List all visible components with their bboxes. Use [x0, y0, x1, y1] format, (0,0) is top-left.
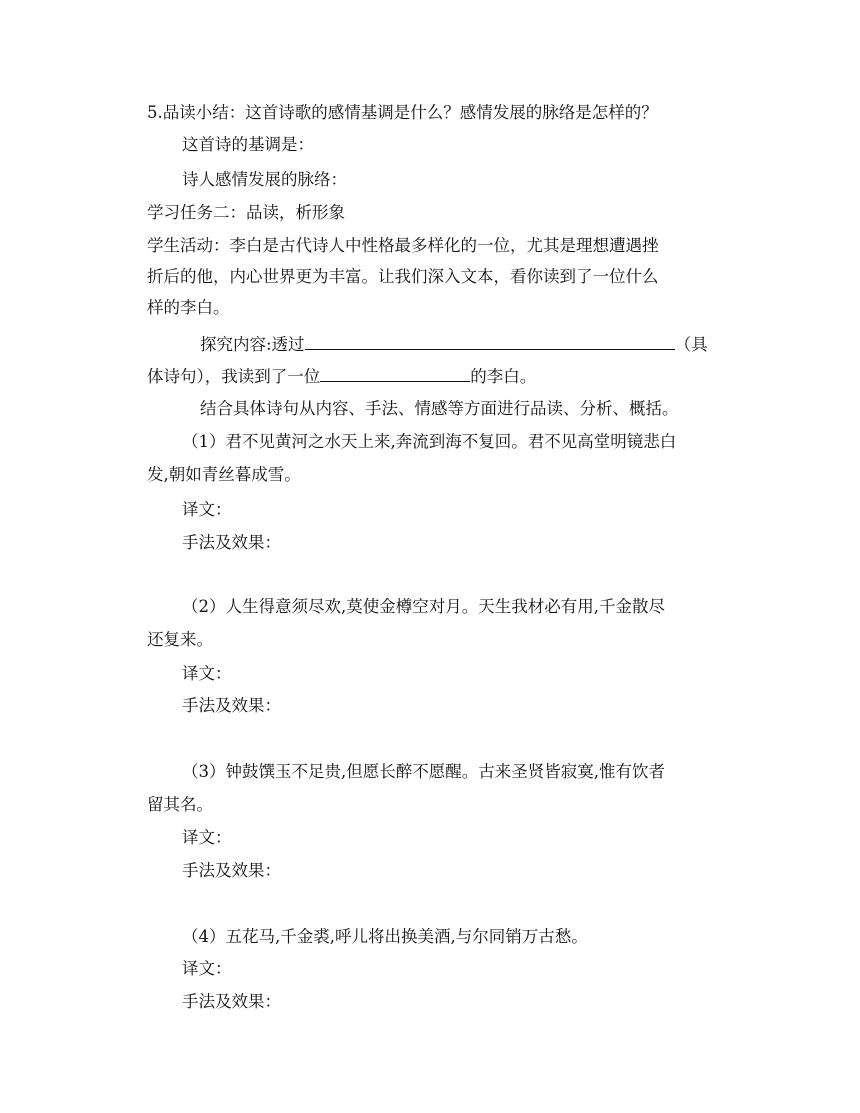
activity-line: 样的李白。	[147, 298, 230, 317]
task2-title: 学习任务二：品读，析形象	[147, 203, 345, 222]
verse-line: （1）君不见黄河之水天上来,奔流到海不复回。君不见高堂明镜悲白	[182, 432, 677, 451]
explore-suffix: （具	[674, 335, 708, 354]
verse-line: 还复来。	[147, 630, 213, 649]
explore-line-2	[147, 365, 536, 388]
explore-line-1	[200, 333, 708, 356]
verse-line: （3）钟鼓馔玉不足贵,但愿长醉不愿醒。古来圣贤皆寂寞,惟有饮者	[182, 762, 665, 781]
translation-label: 译文：	[182, 664, 232, 683]
technique-label: 手法及效果：	[182, 861, 281, 880]
verse-line: （4）五花马,千金裘,呼儿将出换美酒,与尔同销万古愁。	[182, 927, 588, 946]
activity-line: 折后的他，内心世界更为丰富。让我们深入文本，看你读到了一位什么	[147, 267, 659, 286]
technique-label: 手法及效果：	[182, 533, 281, 552]
explore-line2-suffix: 的李白。	[470, 367, 537, 386]
vein-prompt: 诗人感情发展的脉络：	[182, 170, 347, 189]
summary-heading: 5.品读小结：这首诗歌的感情基调是什么？感情发展的脉络是怎样的？	[147, 103, 658, 122]
translation-label: 译文：	[182, 500, 232, 519]
verse-line: 发,朝如青丝暮成雪。	[147, 465, 301, 484]
translation-label: 译文：	[182, 959, 232, 978]
technique-label: 手法及效果：	[182, 992, 281, 1011]
verse-line: 留其名。	[147, 795, 213, 814]
fill-in-blank-verse[interactable]	[305, 333, 675, 350]
verse-line: （2）人生得意须尽欢,莫使金樽空对月。天生我材必有用,千金散尽	[182, 597, 665, 616]
explore-line2-prefix: 体诗句），我读到了一位	[147, 367, 321, 386]
explore-prefix: 探究内容:透过	[200, 335, 305, 354]
fill-in-blank-image[interactable]	[320, 365, 470, 382]
activity-line: 学生活动：李白是古代诗人中性格最多样化的一位，尤其是理想遭遇挫	[147, 236, 659, 255]
technique-label: 手法及效果：	[182, 696, 281, 715]
translation-label: 译文：	[182, 828, 232, 847]
instruction: 结合具体诗句从内容、手法、情感等方面进行品读、分析、概括。	[200, 399, 679, 418]
tone-prompt: 这首诗的基调是：	[182, 135, 314, 154]
